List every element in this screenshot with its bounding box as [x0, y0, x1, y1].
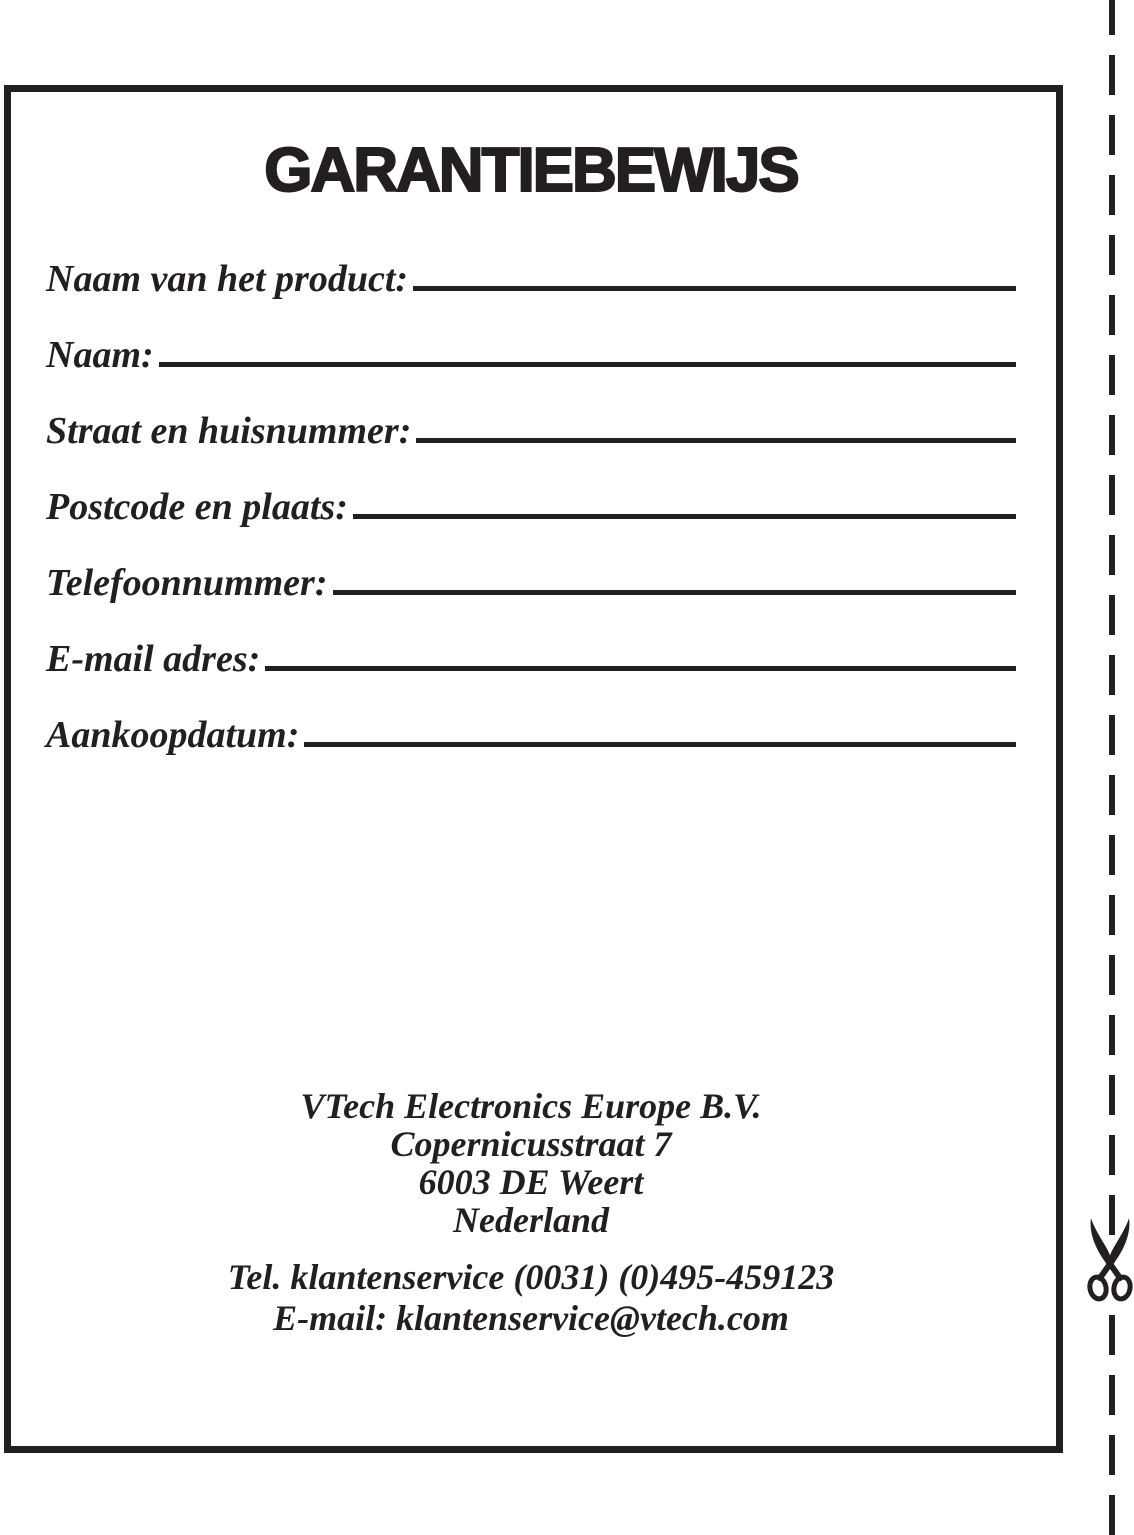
- company-street: Copernicusstraat 7: [390, 1124, 672, 1164]
- scissors-icon: [1084, 1216, 1134, 1304]
- field-row-product: [46, 253, 1016, 299]
- field-label-product: Naam van het product:: [46, 258, 409, 300]
- company-country: Nederland: [453, 1200, 609, 1240]
- company-name: VTech Electronics Europe B.V.: [300, 1086, 762, 1126]
- field-line-postcode: [353, 514, 1016, 519]
- customer-service-email: E-mail: klantenservice@vtech.com: [273, 1298, 789, 1338]
- field-label-name: Naam:: [46, 334, 154, 376]
- field-label-email: E-mail adres:: [46, 638, 261, 680]
- field-row-email: [46, 633, 1016, 679]
- company-address-block: [46, 1087, 1016, 1337]
- field-label-street: Straat en huisnummer:: [46, 410, 412, 452]
- page-title: GARANTIEBEWIJS: [264, 136, 798, 205]
- company-city: 6003 DE Weert: [418, 1162, 644, 1202]
- field-line-phone: [333, 590, 1017, 595]
- field-row-postcode: [46, 481, 1016, 527]
- dashed-cut-line: [1109, 0, 1115, 1535]
- field-label-postcode: Postcode en plaats:: [46, 486, 348, 528]
- field-line-product: [413, 286, 1016, 291]
- form-fields: [46, 253, 1016, 755]
- customer-service-phone: Tel. klantenservice (0031) (0)495-459123: [227, 1257, 835, 1297]
- field-row-purchase-date: [46, 709, 1016, 755]
- warranty-card: [4, 85, 1063, 1453]
- field-row-street: [46, 405, 1016, 451]
- field-label-purchase-date: Aankoopdatum:: [46, 714, 300, 756]
- field-label-phone: Telefoonnummer:: [46, 562, 328, 604]
- field-line-email: [265, 666, 1016, 671]
- field-row-name: [46, 329, 1016, 375]
- field-row-phone: [46, 557, 1016, 603]
- field-line-street: [416, 438, 1016, 443]
- field-line-purchase-date: [304, 742, 1016, 747]
- field-line-name: [159, 362, 1016, 367]
